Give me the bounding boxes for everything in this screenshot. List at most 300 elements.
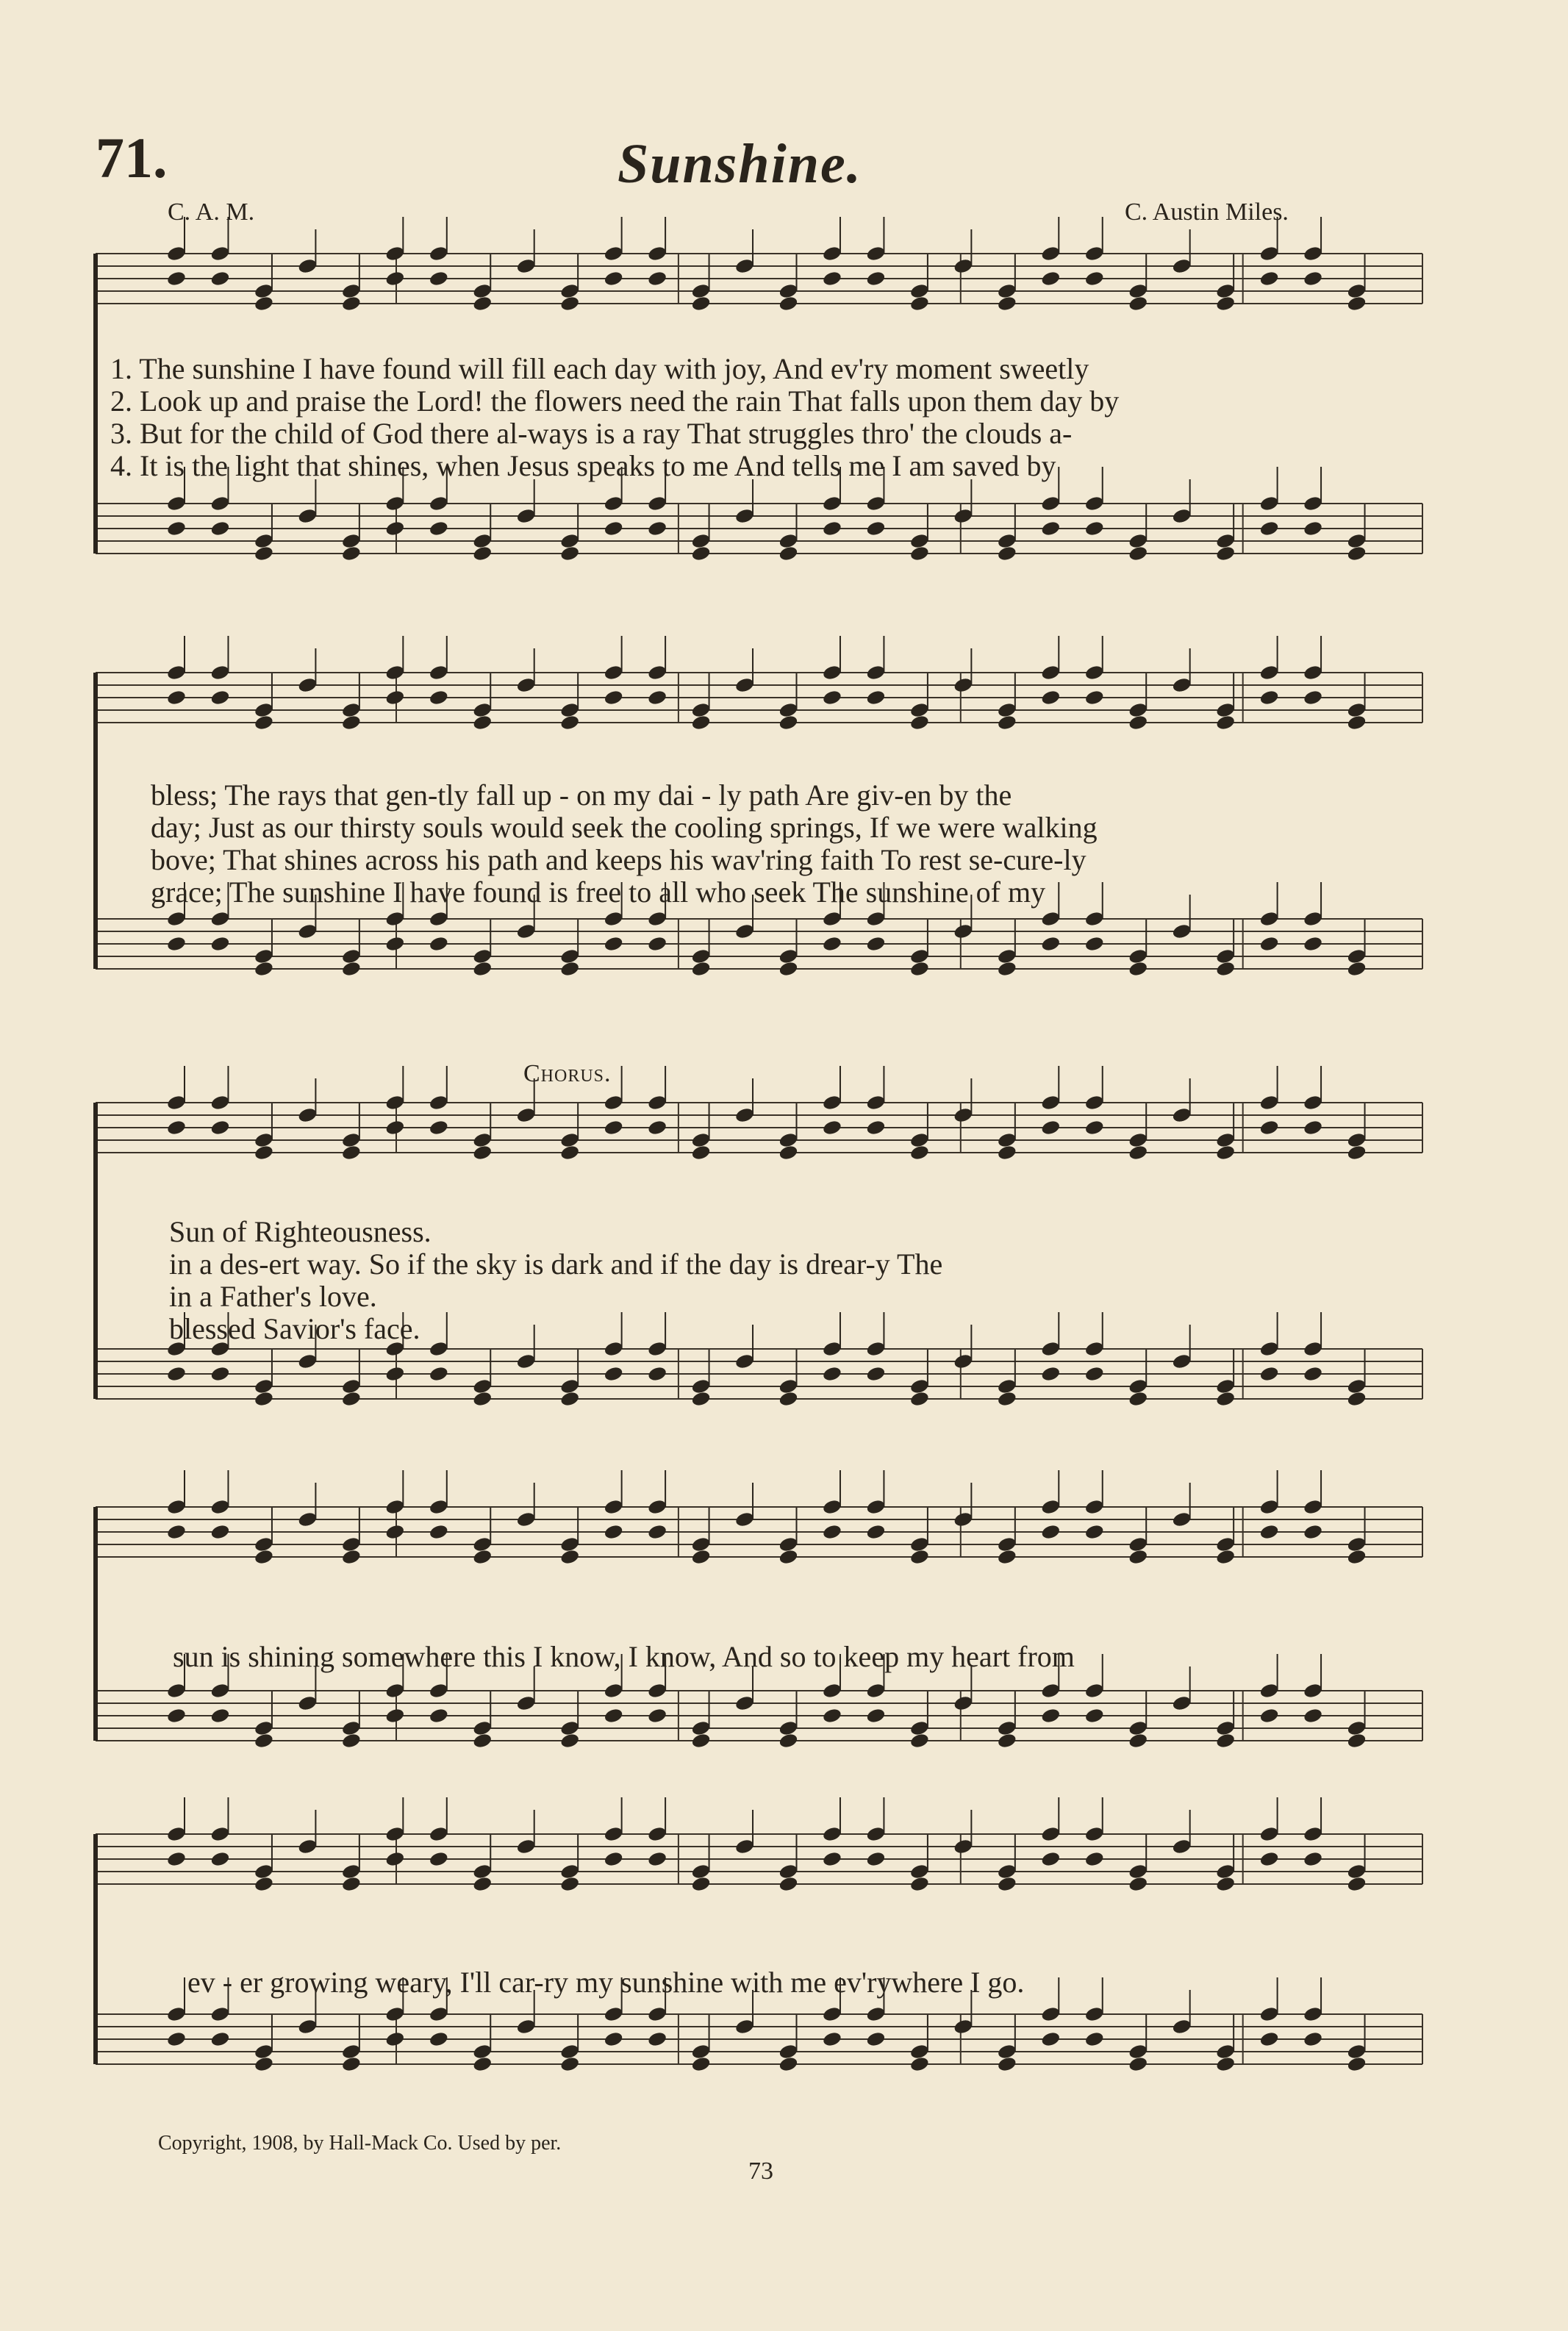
note-head: [997, 714, 1017, 731]
note-head: [210, 664, 230, 681]
note-head: [1128, 948, 1148, 964]
note-head: [865, 2005, 886, 2022]
note-head: [166, 1523, 187, 1540]
note-head: [472, 1863, 493, 1880]
note-head: [1040, 495, 1061, 512]
note-head: [1084, 1498, 1105, 1515]
note-head: [559, 1732, 580, 1749]
note-head: [1303, 935, 1323, 952]
note-head: [166, 245, 187, 262]
note-head: [778, 1131, 798, 1148]
note-head: [953, 1511, 973, 1528]
note-head: [734, 1106, 755, 1123]
note-head: [297, 507, 318, 524]
note-head: [953, 257, 973, 274]
note-head: [953, 1838, 973, 1855]
note-head: [429, 1365, 449, 1382]
note-head: [778, 282, 798, 299]
note-head: [254, 701, 274, 718]
note-head: [822, 935, 842, 952]
note-head: [384, 1119, 405, 1136]
note-head: [734, 1511, 755, 1528]
note-head: [822, 2030, 842, 2047]
note-head: [1347, 701, 1367, 718]
note-head: [778, 1378, 798, 1394]
note-head: [210, 2030, 230, 2047]
note-head: [1215, 2043, 1236, 2060]
note-head: [953, 1353, 973, 1369]
note-head: [1040, 270, 1061, 287]
note-head: [1259, 1850, 1280, 1867]
note-head: [210, 1119, 230, 1136]
note-head: [691, 2055, 712, 2072]
note-head: [604, 1850, 624, 1867]
note-head: [429, 1707, 449, 1724]
note-head: [341, 2055, 362, 2072]
note-head: [647, 1498, 667, 1515]
note-head: [1347, 714, 1367, 731]
note-head: [1259, 1707, 1280, 1724]
note-head: [384, 495, 405, 512]
note-head: [1303, 1340, 1323, 1357]
note-head: [210, 1498, 230, 1515]
note-head: [691, 701, 712, 718]
note-head: [604, 495, 624, 512]
note-head: [166, 1850, 187, 1867]
note-head: [865, 1523, 886, 1540]
note-head: [909, 1390, 930, 1407]
note-head: [472, 1548, 493, 1565]
note-head: [1128, 1536, 1148, 1553]
note-head: [1040, 935, 1061, 952]
note-head: [734, 2018, 755, 2035]
note-head: [1040, 689, 1061, 706]
note-head: [822, 910, 842, 927]
note-head: [1347, 948, 1367, 964]
note-head: [778, 960, 798, 977]
note-head: [865, 270, 886, 287]
note-head: [1259, 520, 1280, 537]
note-head: [384, 935, 405, 952]
note-head: [254, 295, 274, 312]
note-head: [1303, 270, 1323, 287]
note-head: [1128, 1144, 1148, 1161]
note-head: [865, 1119, 886, 1136]
verse-4-line-3: blessed Savior's face.: [169, 1312, 420, 1345]
verse-3-line-1: 3. But for the child of God there al-ways is a ray That struggles thro' the clouds a-: [110, 417, 1073, 450]
note-head: [210, 520, 230, 537]
note-head: [909, 532, 930, 549]
note-head: [1259, 245, 1280, 262]
note-head: [909, 295, 930, 312]
note-head: [341, 545, 362, 562]
note-head: [429, 1825, 449, 1842]
note-head: [1259, 664, 1280, 681]
note-head: [604, 689, 624, 706]
note-head: [429, 2030, 449, 2047]
note-head: [1303, 1498, 1323, 1515]
note-head: [1347, 1378, 1367, 1394]
note-head: [166, 1365, 187, 1382]
note-head: [516, 1694, 537, 1711]
note-head: [166, 1498, 187, 1515]
note-head: [1040, 1523, 1061, 1540]
note-head: [604, 1825, 624, 1842]
note-head: [429, 689, 449, 706]
note-head: [559, 948, 580, 964]
note-head: [822, 245, 842, 262]
note-head: [1347, 282, 1367, 299]
note-head: [1040, 1682, 1061, 1699]
note-head: [1215, 1875, 1236, 1892]
note-head: [210, 689, 230, 706]
note-head: [865, 910, 886, 927]
note-head: [166, 495, 187, 512]
note-head: [865, 1365, 886, 1382]
note-head: [1040, 1094, 1061, 1111]
note-head: [429, 935, 449, 952]
note-head: [865, 1094, 886, 1111]
note-head: [778, 1875, 798, 1892]
note-head: [822, 1119, 842, 1136]
note-head: [691, 1144, 712, 1161]
note-head: [1347, 1732, 1367, 1749]
note-head: [1128, 1863, 1148, 1880]
note-head: [734, 507, 755, 524]
note-head: [997, 2043, 1017, 2060]
note-head: [1259, 1682, 1280, 1699]
note-head: [341, 2043, 362, 2060]
note-head: [1347, 1875, 1367, 1892]
note-head: [604, 1094, 624, 1111]
note-head: [1128, 295, 1148, 312]
note-head: [210, 910, 230, 927]
note-head: [516, 257, 537, 274]
note-head: [734, 1838, 755, 1855]
note-head: [1128, 1390, 1148, 1407]
note-head: [822, 1850, 842, 1867]
note-head: [1215, 1144, 1236, 1161]
note-head: [1040, 520, 1061, 537]
note-head: [647, 495, 667, 512]
note-head: [647, 1365, 667, 1382]
note-head: [1172, 1694, 1192, 1711]
note-head: [1347, 1390, 1367, 1407]
note-head: [341, 1536, 362, 1553]
note-head: [429, 1850, 449, 1867]
note-head: [559, 1144, 580, 1161]
note-head: [1303, 910, 1323, 927]
note-head: [909, 714, 930, 731]
note-head: [1172, 676, 1192, 693]
note-head: [429, 1498, 449, 1515]
note-head: [997, 282, 1017, 299]
note-head: [778, 532, 798, 549]
note-head: [210, 270, 230, 287]
note-head: [254, 960, 274, 977]
note-head: [429, 1340, 449, 1357]
note-head: [604, 664, 624, 681]
note-head: [559, 295, 580, 312]
note-head: [384, 910, 405, 927]
note-head: [516, 1838, 537, 1855]
note-head: [1215, 1548, 1236, 1565]
note-head: [778, 1732, 798, 1749]
note-head: [1347, 1536, 1367, 1553]
note-head: [997, 1863, 1017, 1880]
note-head: [953, 923, 973, 939]
note-head: [1259, 1094, 1280, 1111]
note-head: [429, 1094, 449, 1111]
note-head: [254, 1732, 274, 1749]
note-head: [341, 1875, 362, 1892]
chorus-line-2: ev - er growing weary, I'll car-ry my sunshine with me ev'rywhere I go.: [187, 1966, 1025, 1999]
note-head: [384, 1523, 405, 1540]
note-head: [778, 1536, 798, 1553]
note-head: [384, 1682, 405, 1699]
note-head: [166, 1682, 187, 1699]
note-head: [1084, 1707, 1105, 1724]
note-head: [297, 923, 318, 939]
note-head: [1040, 1119, 1061, 1136]
note-head: [254, 1390, 274, 1407]
note-head: [384, 270, 405, 287]
note-head: [472, 948, 493, 964]
note-head: [297, 257, 318, 274]
note-head: [1303, 520, 1323, 537]
note-head: [822, 1707, 842, 1724]
note-head: [1040, 2030, 1061, 2047]
note-head: [1259, 2030, 1280, 2047]
note-head: [691, 960, 712, 977]
note-head: [1040, 1850, 1061, 1867]
note-head: [647, 1523, 667, 1540]
note-head: [559, 1536, 580, 1553]
note-head: [647, 935, 667, 952]
note-head: [1215, 948, 1236, 964]
verse-1-line-1: 1. The sunshine I have found will fill each day with joy, And ev'ry moment sweetly: [110, 352, 1089, 385]
note-head: [1215, 960, 1236, 977]
note-head: [1215, 1536, 1236, 1553]
note-head: [691, 532, 712, 549]
note-head: [1347, 1548, 1367, 1565]
note-head: [166, 910, 187, 927]
note-head: [384, 2030, 405, 2047]
note-head: [429, 1682, 449, 1699]
note-head: [210, 1682, 230, 1699]
note-head: [1128, 1875, 1148, 1892]
note-head: [909, 2043, 930, 2060]
note-head: [909, 545, 930, 562]
note-head: [384, 1094, 405, 1111]
note-head: [166, 1707, 187, 1724]
note-head: [1084, 1119, 1105, 1136]
note-head: [822, 1365, 842, 1382]
note-head: [166, 270, 187, 287]
note-head: [1259, 495, 1280, 512]
note-head: [254, 1144, 274, 1161]
note-head: [384, 1707, 405, 1724]
verse-3-line-3: in a Father's love.: [169, 1280, 377, 1313]
note-head: [734, 257, 755, 274]
note-head: [472, 2043, 493, 2060]
note-head: [429, 1523, 449, 1540]
note-head: [691, 714, 712, 731]
note-head: [1084, 664, 1105, 681]
note-head: [1128, 1548, 1148, 1565]
note-head: [1347, 532, 1367, 549]
note-head: [516, 1106, 537, 1123]
note-head: [997, 2055, 1017, 2072]
note-head: [1172, 1106, 1192, 1123]
note-head: [254, 1863, 274, 1880]
note-head: [997, 1131, 1017, 1148]
note-head: [254, 282, 274, 299]
note-head: [254, 1719, 274, 1736]
note-head: [1040, 1340, 1061, 1357]
note-head: [1215, 1732, 1236, 1749]
note-head: [604, 1498, 624, 1515]
note-head: [559, 1875, 580, 1892]
note-head: [384, 664, 405, 681]
note-head: [1215, 2055, 1236, 2072]
note-head: [472, 1875, 493, 1892]
note-head: [604, 2030, 624, 2047]
note-head: [297, 1106, 318, 1123]
note-head: [254, 714, 274, 731]
note-head: [647, 2005, 667, 2022]
note-head: [822, 1523, 842, 1540]
note-head: [429, 1119, 449, 1136]
note-head: [1259, 1365, 1280, 1382]
note-head: [997, 1378, 1017, 1394]
note-head: [778, 295, 798, 312]
verse-4-line-1: 4. It is the light that shines, when Jesus speaks to me And tells me I am saved by: [110, 449, 1056, 482]
note-head: [516, 507, 537, 524]
note-head: [997, 545, 1017, 562]
note-head: [691, 1732, 712, 1749]
note-head: [822, 1094, 842, 1111]
note-head: [865, 245, 886, 262]
note-head: [778, 1863, 798, 1880]
note-head: [1128, 701, 1148, 718]
verse-3-line-2: bove; That shines across his path and keeps his wav'ring faith To rest se-cure-ly: [151, 843, 1086, 876]
note-head: [429, 664, 449, 681]
note-head: [210, 935, 230, 952]
verse-1-line-3: Sun of Righteousness.: [169, 1215, 432, 1248]
note-head: [384, 1365, 405, 1382]
note-head: [1084, 1523, 1105, 1540]
note-head: [254, 1536, 274, 1553]
note-head: [1347, 960, 1367, 977]
note-head: [604, 1340, 624, 1357]
note-head: [341, 1719, 362, 1736]
note-head: [604, 1119, 624, 1136]
note-head: [1259, 1523, 1280, 1540]
note-head: [997, 1732, 1017, 1749]
note-head: [778, 1144, 798, 1161]
note-head: [691, 282, 712, 299]
note-head: [1128, 1719, 1148, 1736]
note-head: [604, 270, 624, 287]
note-head: [559, 960, 580, 977]
note-head: [1303, 1850, 1323, 1867]
note-head: [1040, 910, 1061, 927]
note-head: [997, 1390, 1017, 1407]
note-head: [1128, 714, 1148, 731]
note-head: [516, 1353, 537, 1369]
note-head: [341, 532, 362, 549]
note-head: [1128, 1131, 1148, 1148]
note-head: [559, 701, 580, 718]
note-head: [210, 245, 230, 262]
note-head: [472, 1390, 493, 1407]
note-head: [1215, 701, 1236, 718]
note-head: [953, 507, 973, 524]
note-head: [691, 545, 712, 562]
note-head: [1128, 532, 1148, 549]
note-head: [778, 1548, 798, 1565]
note-head: [1215, 545, 1236, 562]
verse-2-line-1: 2. Look up and praise the Lord! the flowers need the rain That falls upon them day by: [110, 384, 1120, 418]
note-head: [778, 701, 798, 718]
note-head: [341, 1863, 362, 1880]
note-head: [647, 520, 667, 537]
note-head: [559, 1131, 580, 1148]
note-head: [254, 948, 274, 964]
note-head: [778, 1390, 798, 1407]
note-head: [297, 1353, 318, 1369]
note-head: [909, 948, 930, 964]
hymn-meter: C. A. M.: [168, 198, 255, 226]
note-head: [1259, 1340, 1280, 1357]
note-head: [865, 1498, 886, 1515]
hymn-number: 71.: [96, 126, 168, 190]
note-head: [909, 1863, 930, 1880]
note-head: [472, 1536, 493, 1553]
verse-2-line-3: in a des-ert way. So if the sky is dark and if the day is drear-y The: [169, 1247, 943, 1281]
note-head: [997, 295, 1017, 312]
note-head: [254, 545, 274, 562]
note-head: [1040, 245, 1061, 262]
note-head: [297, 676, 318, 693]
note-head: [1303, 1094, 1323, 1111]
note-head: [1084, 689, 1105, 706]
note-head: [472, 545, 493, 562]
note-head: [1347, 1144, 1367, 1161]
note-head: [166, 2005, 187, 2022]
note-head: [647, 1682, 667, 1699]
note-head: [472, 2055, 493, 2072]
note-head: [297, 1694, 318, 1711]
note-head: [559, 1390, 580, 1407]
note-head: [472, 1378, 493, 1394]
note-head: [1172, 257, 1192, 274]
note-head: [1084, 1340, 1105, 1357]
note-head: [1259, 2005, 1280, 2022]
note-head: [1128, 960, 1148, 977]
note-head: [559, 2055, 580, 2072]
note-head: [254, 1875, 274, 1892]
note-head: [341, 960, 362, 977]
note-head: [1303, 1365, 1323, 1382]
note-head: [210, 495, 230, 512]
note-head: [1303, 1825, 1323, 1842]
note-head: [865, 1340, 886, 1357]
note-head: [822, 270, 842, 287]
note-head: [341, 1390, 362, 1407]
note-head: [778, 2043, 798, 2060]
